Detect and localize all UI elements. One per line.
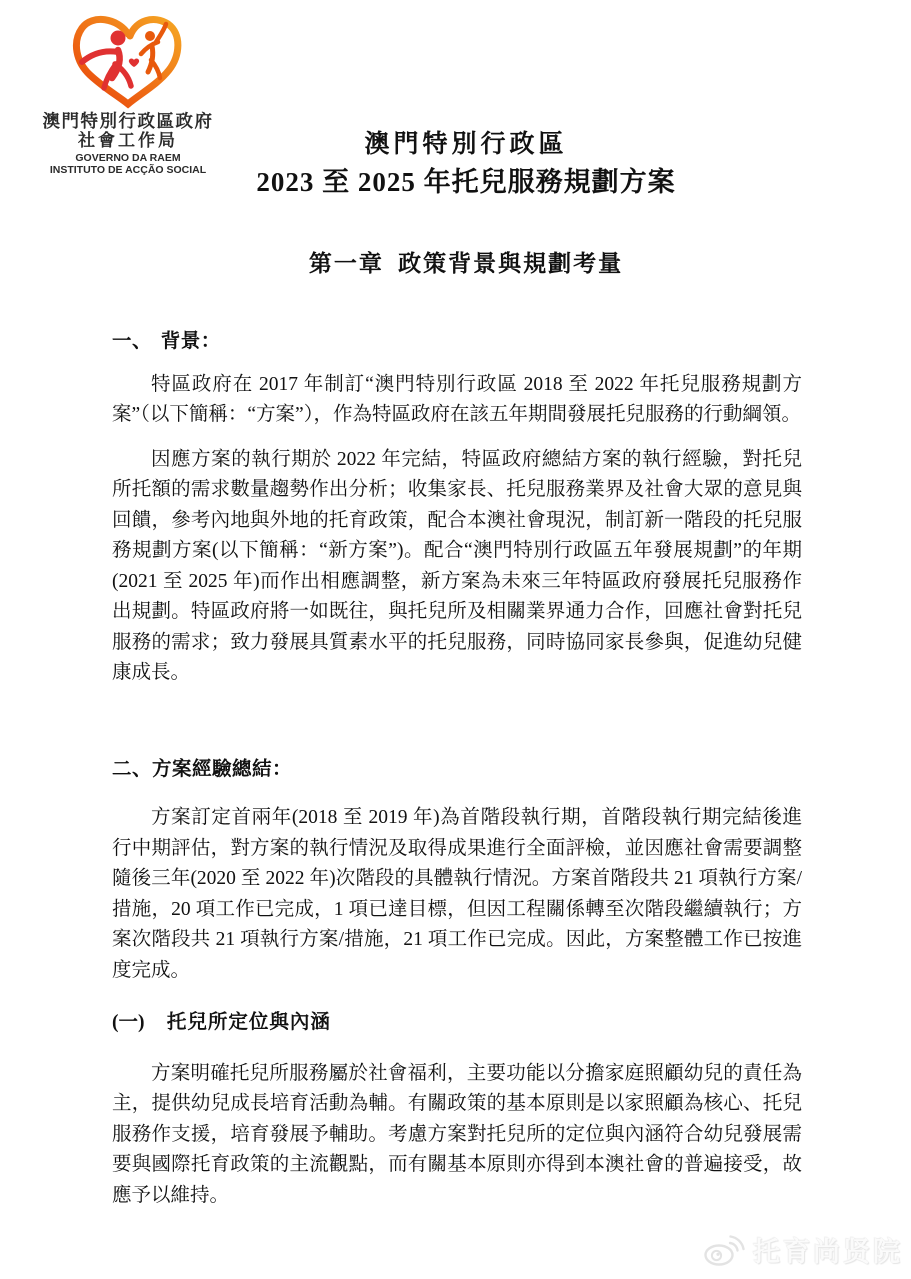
document-title-line2: 2023 至 2025 年托兒服務規劃方案 xyxy=(256,167,676,197)
chapter-number: 第一章 xyxy=(308,251,384,276)
paragraph: 特區政府在 2017 年制訂“澳門特別行政區 2018 至 2022 年托兒服務規劃方案”（以下簡稱：“方案”），作為特區政府在該五年期間發展托兒服務的行動綱領。 xyxy=(112,373,802,425)
document-body xyxy=(112,327,802,1225)
paragraph: 方案明確托兒所服務屬於社會福利，主要功能以分擔家庭照顧幼兒的責任為主，提供幼兒成長培育活動為輔。有關政策的基本原則是以家照顧為核心、托兒服務作支援，培育發展予輔助。考慮方案對托兒所的定位與內涵符合幼兒發展需要與國際托育政策的主流觀點，而有關基本原則亦得到本澳社會的普遍接受，故應予以維持。 xyxy=(112,1062,802,1206)
document-title-line1: 澳門特別行政區 xyxy=(364,131,568,158)
weibo-icon xyxy=(703,1233,745,1267)
paragraph: 因應方案的執行期於 2022 年完結，特區政府總結方案的執行經驗，對托兒所托額的需求數量趨勢作出分析；收集家長、托兒服務業界及社會大眾的意見與回饋，參考內地與外地的托育政策，配合本澳社會現況，制訂新一階段的托兒服務規劃方案(以下簡稱：“新方案”)。配合“澳門特別行政區五年發展規劃”的年期(2021 至 2025 年)而作出相應調整，新方案為未來三年特區政府發展托兒服務作出規劃。特區政府將一如既往，與托兒所及相關業界通力合作，回應社會對托兒服務的需求；致力發展具質素水平的托兒服務，同時協同家長參與，促進幼兒健康成長。 xyxy=(112,448,802,683)
section-1-title: 背景： xyxy=(160,331,221,352)
org-name-pt-line1: GOVERNO DA RAEM xyxy=(75,152,181,164)
watermark-text: 托育尚贤院 xyxy=(753,1237,903,1267)
watermark xyxy=(703,1230,903,1269)
heart-figures-logo-icon xyxy=(66,12,190,110)
subsection-1-heading xyxy=(112,1008,802,1039)
org-name-cn-line2: 社會工作局 xyxy=(78,131,178,150)
section-1-heading xyxy=(112,327,802,358)
title-block xyxy=(130,130,802,278)
org-name-cn-line1: 澳門特別行政區政府 xyxy=(42,111,214,131)
subsection-1-title: 托兒所定位與內涵 xyxy=(166,1012,331,1033)
subsection-1-number: (一) xyxy=(112,1012,145,1033)
section-1-number: 一、 xyxy=(112,331,153,352)
section-2-heading: 二、方案經驗總結： xyxy=(112,758,293,780)
chapter-title: 政策背景與規劃考量 xyxy=(398,251,624,276)
paragraph: 方案訂定首兩年(2018 至 2019 年)為首階段執行期，首階段執行期完結後進行中期評估，對方案的執行情況及取得成果進行全面評檢，並因應社會需要調整隨後三年(2020 至 2022 年)次階段的具體執行情況。方案首階段共 21 項執行方案/措施，20 項工作已完成，1 項已達目標，但因工程關係轉至次階段繼續執行；方案次階段共 21 項執行方案/措施，21 項工作已完成。因此，方案整體工作已按進度完成。 xyxy=(112,807,802,981)
org-name-pt-line2: INSTITUTO DE ACÇÃO SOCIAL xyxy=(49,163,207,176)
chapter-heading xyxy=(130,245,802,278)
